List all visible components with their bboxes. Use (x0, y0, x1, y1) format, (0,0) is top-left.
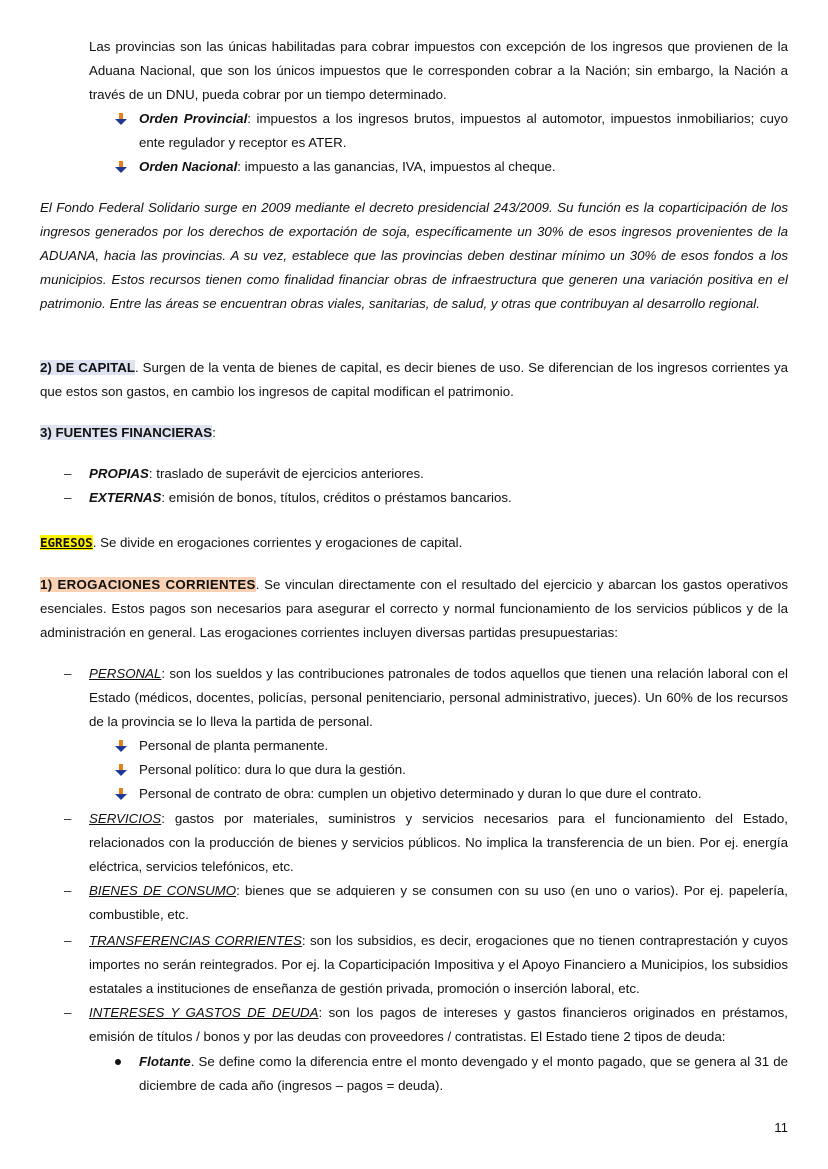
order-provincial-item: Orden Provincial: impuestos a los ingresos brutos, impuestos al automotor, impuestos inmobiliarios; cuyo ente regulador y receptor es ATER. (139, 111, 788, 150)
dash-bullet: – (64, 883, 72, 898)
page-number: 11 (774, 1120, 788, 1135)
dot-bullet-icon (115, 1059, 121, 1065)
fuentes-item-externas: EXTERNAS: emisión de bonos, títulos, créditos o préstamos bancarios. (89, 490, 512, 505)
egresos-heading: EGRESOS (40, 535, 93, 550)
partida-transferencias: TRANSFERENCIAS CORRIENTES: son los subsidios, es decir, erogaciones que no tienen contraprestación y cuyos importes no serán reintegrados. Por ej. la Coparticipación Impositiva y el Apoyo Financiero a Municipios, los subsidios estatales a instituciones de enseñanza de gestión privada, promoción o inserción laboral, etc. (89, 933, 788, 996)
dash-bullet: – (64, 466, 72, 481)
arrow-bullet-icon (114, 739, 128, 753)
personal-type-item: Personal de planta permanente. (139, 738, 329, 753)
fuentes-heading-line: 3) FUENTES FINANCIERAS: (40, 425, 216, 440)
partida-intereses-deuda: INTERESES Y GASTOS DE DEUDA: son los pagos de intereses y gastos financieros originados en préstamos, emisión de títulos / bonos y por las deudas con proveedores / contratistas. El Estado tiene 2 tipos de deuda: (89, 1005, 788, 1044)
dash-bullet: – (64, 1005, 72, 1020)
arrow-bullet-icon (114, 763, 128, 777)
deuda-flotante-item: Flotante. Se define como la diferencia entre el monto devengado y el monto pagado, que se genera al 31 de diciembre de cada año (ingresos – pagos = deuda). (139, 1054, 788, 1093)
fuentes-heading: 3) FUENTES FINANCIERAS (40, 425, 213, 440)
partida-bienes-consumo: BIENES DE CONSUMO: bienes que se adquieren y se consumen con su uso (en uno o varios). Por ej. papelería, combustible, etc. (89, 883, 788, 922)
partida-personal: PERSONAL: son los sueldos y las contribuciones patronales de todos aquellos que tienen una relación laboral con el Estado (médicos, docentes, policías, personal penitenciario, personal administrativo, jueces). Un 60% de los recursos de la provincia se lo lleva la partida de personal. (89, 666, 788, 729)
personal-type-item: Personal de contrato de obra: cumplen un objetivo determinado y duran lo que dure el contrato. (139, 786, 702, 801)
personal-type-item: Personal político: dura lo que dura la gestión. (139, 762, 406, 777)
egresos-line: EGRESOS. Se divide en erogaciones corrientes y erogaciones de capital. (40, 535, 463, 550)
intro-paragraph: Las provincias son las únicas habilitadas para cobrar impuestos con excepción de los ingresos que provienen de la Aduana Nacional, que son los únicos impuestos que le corresponden cobrar a la Nación; sin embargo, la Nación a través de un DNU, pueda cobrar por un tiempo determinado. (89, 39, 788, 102)
arrow-bullet-icon (114, 160, 128, 174)
fondo-federal-paragraph: El Fondo Federal Solidario surge en 2009 mediante el decreto presidencial 243/2009. Su función es la coparticipación de los ingresos generados por los derechos de exportación de soja, específicamente un 30% de esos ingresos provenientes de la ADUANA, hacia las provincias. A su vez, establece que las provincias deben destinar mínimo un 30% de esos fondos a los municipios. Estos recursos tienen como finalidad financiar obras de infraestructura que generen una variación positiva en el patrimonio. Entre las áreas se encuentran obras viales, sanitarias, de salud, y otras que contribuyan al desarrollo regional. (40, 200, 788, 311)
dash-bullet: – (64, 490, 72, 505)
fuentes-item-propias: PROPIAS: traslado de superávit de ejercicios anteriores. (89, 466, 424, 481)
dash-bullet: – (64, 811, 72, 826)
partida-servicios: SERVICIOS: gastos por materiales, suministros y servicios necesarios para el funcionamiento del Estado, relacionados con la producción de bienes y servicios públicos. No implica la transferencia de un bien. Por ej. energía eléctrica, servicios telefónicos, etc. (89, 811, 788, 874)
dash-bullet: – (64, 666, 72, 681)
erogaciones-paragraph: 1) EROGACIONES CORRIENTES. Se vinculan directamente con el resultado del ejercicio y abarcan los gastos operativos esenciales. Estos pagos son necesarios para asegurar el correcto y normal funcionamiento de los servicios públicos y de la administración en general. Las erogaciones corrientes incluyen diversas partidas presupuestarias: (40, 577, 788, 640)
arrow-bullet-icon (114, 112, 128, 126)
capital-heading: 2) DE CAPITAL (40, 360, 135, 375)
capital-paragraph: 2) DE CAPITAL. Surgen de la venta de bienes de capital, es decir bienes de uso. Se diferencian de los ingresos corrientes ya que estos son gastos, en cambio los ingresos de capital modifican el patrimonio. (40, 360, 789, 399)
dash-bullet: – (64, 933, 72, 948)
erogaciones-heading: 1) EROGACIONES CORRIENTES (40, 577, 256, 592)
arrow-bullet-icon (114, 787, 128, 801)
order-nacional-item: Orden Nacional: impuesto a las ganancias, IVA, impuestos al cheque. (139, 159, 556, 174)
